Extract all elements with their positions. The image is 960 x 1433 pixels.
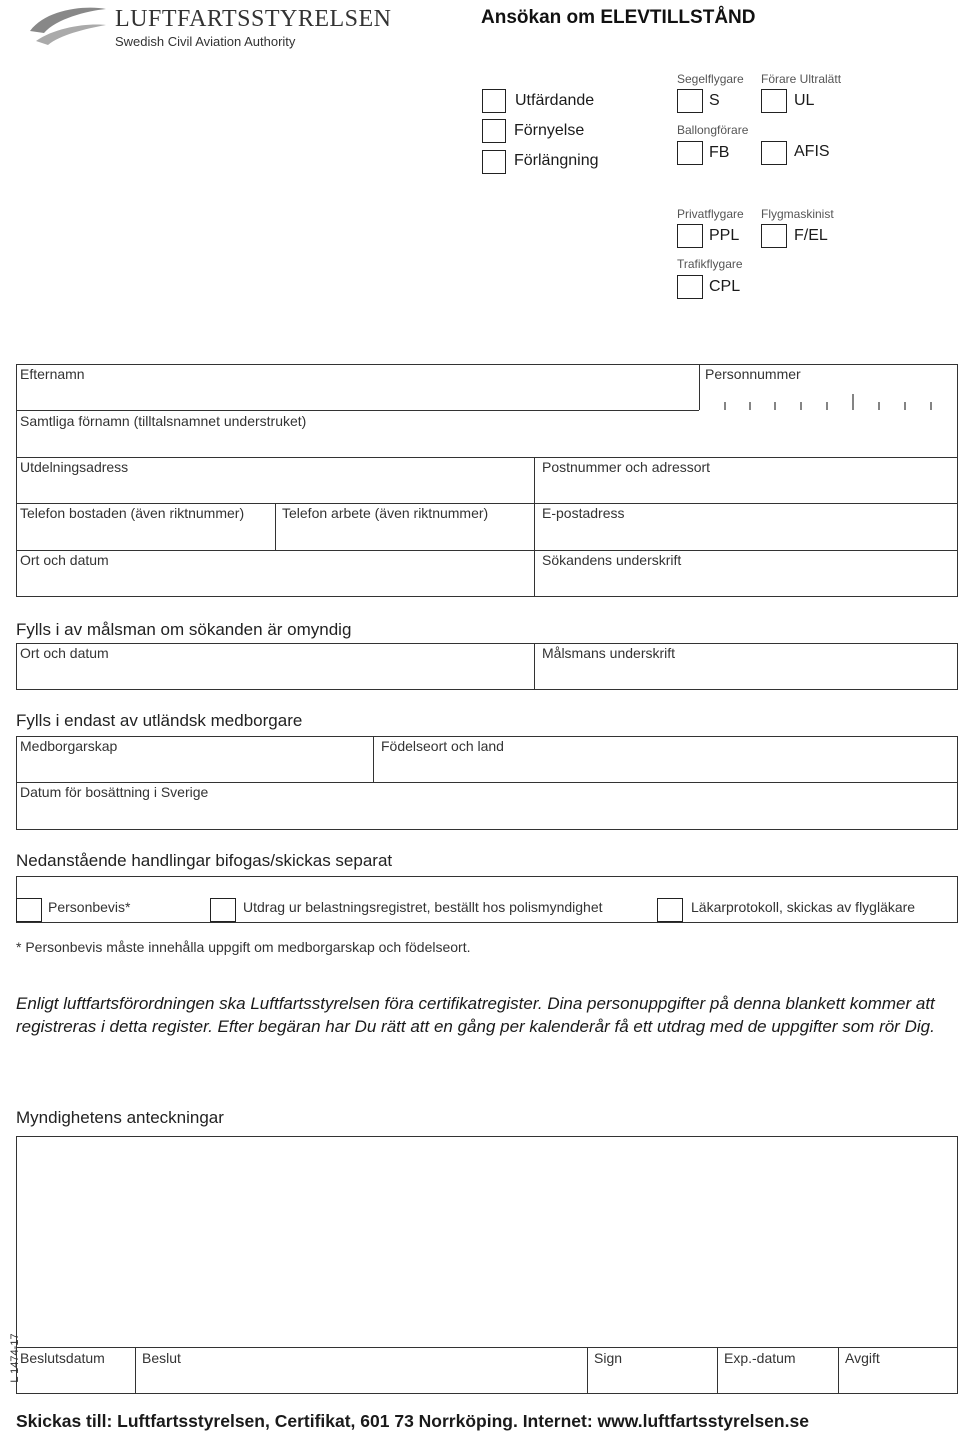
utdelningsadress-label: Utdelningsadress [20, 459, 129, 475]
utfardande-label: Utfärdande [515, 92, 595, 109]
ballong-code: FB [709, 144, 730, 161]
lakarprotokoll-checkbox[interactable] [657, 898, 683, 922]
forlangning-checkbox[interactable] [482, 150, 506, 174]
ballong-checkbox[interactable] [677, 141, 703, 165]
medborgarskap-field[interactable] [22, 758, 371, 780]
privacy-notice: Enligt luftfartsförordningen ska Luftfartsstyrelsen föra certifikatregister. Dina personuppgifter på denna blankett kommer att registreras i detta register. Efter begäran har Du rätt att en gång per kalenderår få ett utdrag med de uppgifter som rör Dig. [16, 994, 935, 1036]
foreign-heading: Fylls i endast av utländsk medborgare [16, 711, 303, 730]
divider [16, 503, 958, 504]
ultralatt-checkbox[interactable] [761, 89, 787, 113]
lakarprotokoll-label: Läkarprotokoll, skickas av flygläkare [691, 899, 916, 915]
personbevis-checkbox[interactable] [16, 898, 42, 922]
guardian-ort-datum-label: Ort och datum [20, 645, 109, 661]
privat-checkbox[interactable] [677, 224, 703, 248]
attachments-heading: Nedanstående handlingar bifogas/skickas separat [16, 851, 393, 870]
flygmaskinist-caption: Flygmaskinist [761, 207, 834, 221]
tel-arbete-field[interactable] [282, 525, 531, 547]
form-title-bold: ELEVTILLSTÅND [600, 7, 756, 28]
fornyelse-checkbox[interactable] [482, 119, 506, 143]
guardian-underskrift-field[interactable] [542, 665, 956, 687]
utdelningsadress-field[interactable] [22, 479, 531, 501]
authority-heading: Myndighetens anteckningar [16, 1108, 224, 1127]
personbevis-label: Personbevis* [48, 899, 131, 915]
ort-datum-label: Ort och datum [20, 552, 109, 568]
ballong-caption: Ballongförare [677, 123, 749, 137]
privat-code: PPL [709, 227, 740, 244]
ultralatt-code: UL [794, 92, 815, 109]
fornamn-field[interactable] [22, 433, 956, 455]
trafik-checkbox[interactable] [677, 275, 703, 299]
postnummer-label: Postnummer och adressort [542, 459, 711, 475]
fornamn-label: Samtliga förnamn (tilltalsnamnet understruket) [20, 413, 307, 429]
personnummer-label: Personnummer [705, 366, 801, 382]
fodelseort-label: Födelseort och land [381, 738, 504, 754]
belastningsregister-label: Utdrag ur belastningsregistret, beställt hos polismyndighet [243, 899, 603, 915]
afis-checkbox[interactable] [761, 141, 787, 165]
segelflygare-checkbox[interactable] [677, 89, 703, 113]
ort-datum-field[interactable] [22, 572, 531, 594]
forlangning-label: Förlängning [514, 152, 599, 169]
divider [587, 1347, 588, 1394]
divider [16, 457, 958, 458]
divider [717, 1347, 718, 1394]
form-title-prefix: Ansökan om [481, 7, 601, 28]
underskrift-field[interactable] [542, 572, 956, 594]
logo-icon [26, 5, 108, 49]
medborgarskap-label: Medborgarskap [20, 738, 118, 754]
divider [275, 503, 276, 550]
trafik-caption: Trafikflygare [677, 257, 743, 271]
underskrift-label: Sökandens underskrift [542, 552, 682, 568]
avgift-label: Avgift [845, 1350, 880, 1366]
divider [16, 1347, 958, 1348]
form-code: L 1474-17 [9, 1333, 21, 1383]
beslutsdatum-label: Beslutsdatum [20, 1350, 105, 1366]
flygmaskinist-checkbox[interactable] [761, 224, 787, 248]
footer-text: Skickas till: Luftfartsstyrelsen, Certifikat, 601 73 Norrköping. Internet: www.luftfartsstyrelsen.se [16, 1411, 809, 1431]
guardian-ort-datum-field[interactable] [22, 665, 531, 687]
org-name: LUFTFARTSSTYRELSEN [115, 6, 392, 32]
trafik-code: CPL [709, 278, 741, 295]
divider [16, 410, 699, 411]
utfardande-checkbox[interactable] [482, 89, 506, 113]
org-subtitle: Swedish Civil Aviation Authority [115, 34, 296, 49]
ultralatt-caption: Förare Ultralätt [761, 72, 842, 86]
segelflygare-code: S [709, 92, 720, 109]
divider [135, 1347, 136, 1394]
guardian-underskrift-label: Målsmans underskrift [542, 645, 676, 661]
divider [534, 457, 535, 597]
segelflygare-caption: Segelflygare [677, 72, 744, 86]
guardian-heading: Fylls i av målsman om sökanden är omyndig [16, 620, 352, 639]
beslut-label: Beslut [142, 1350, 181, 1366]
privat-caption: Privatflygare [677, 207, 744, 221]
flygmaskinist-code: F/EL [794, 227, 828, 244]
epost-field[interactable] [542, 525, 956, 547]
bosattning-field[interactable] [22, 804, 956, 826]
efternamn-field[interactable] [22, 386, 696, 408]
attachments-footnote: * Personbevis måste innehålla uppgift om medborgarskap och födelseort. [16, 939, 471, 955]
tel-bostad-field[interactable] [22, 525, 274, 547]
divider [534, 643, 535, 690]
afis-code: AFIS [794, 143, 830, 160]
divider [838, 1347, 839, 1394]
divider [16, 782, 958, 783]
postnummer-field[interactable] [542, 479, 956, 501]
tel-bostad-label: Telefon bostaden (även riktnummer) [20, 505, 245, 521]
personnummer-ticks [700, 394, 958, 412]
divider [16, 550, 958, 551]
divider [373, 736, 374, 782]
authority-notes-field[interactable] [22, 1142, 954, 1344]
tel-arbete-label: Telefon arbete (även riktnummer) [282, 505, 489, 521]
bosattning-label: Datum för bosättning i Sverige [20, 784, 209, 800]
sign-label: Sign [594, 1350, 623, 1366]
fodelseort-field[interactable] [381, 758, 955, 780]
epost-label: E-postadress [542, 505, 625, 521]
exp-datum-label: Exp.-datum [724, 1350, 796, 1366]
efternamn-label: Efternamn [20, 366, 85, 382]
fornyelse-label: Förnyelse [514, 122, 585, 139]
belastningsregister-checkbox[interactable] [210, 898, 236, 922]
form-title [481, 7, 755, 29]
